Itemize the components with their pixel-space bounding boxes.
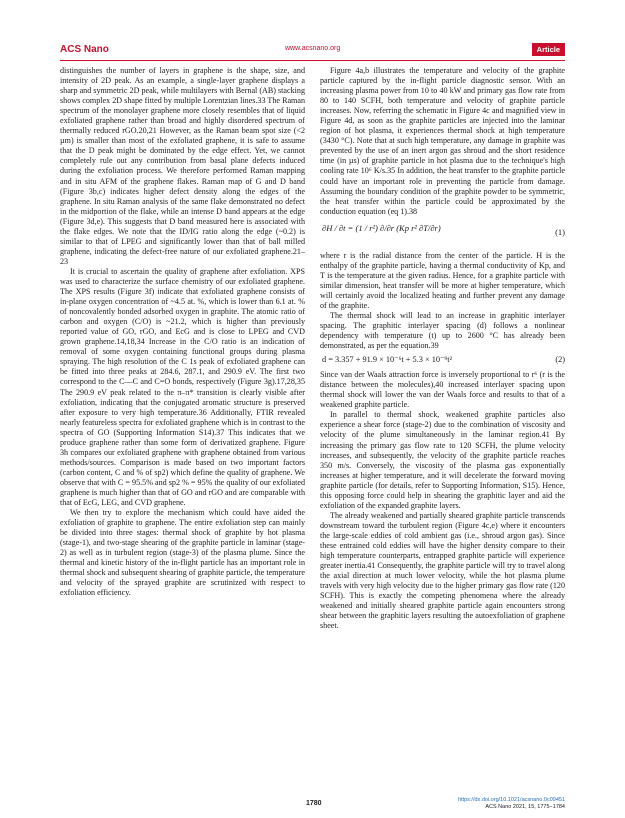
page-header: [60, 44, 565, 58]
paragraph: It is crucial to ascertain the quality of graphene after exfoliation. XPS was used to characterize the surface chemistry of our exfoliated graphene. The XPS results (Figure 3f) indicate that exfoliated graphene consists of in-plane oxygen concentration of ~4.5 at. %, which is lower than 6.1 at. % of noncovalently bonded adsorbed oxygen in graphite. The atomic ratio of carbon and oxygen (C/O) is ~21.2, which is higher than previously reported value of GO, rGO, and EcG and is close to LPEG and CVD grown graphene.14,18,34 Increase in the C/O ratio is an indication of removal of some oxygen containing functional groups during plasma spraying. The high resolution of the C 1s peak of exfoliated graphene can be fitted into three peaks at 284.6, 287.1, and 290.9 eV. The first two correspond to the C—C and C=O bonds, respectively (Figure 3g).17,28,35 The 290.9 eV peak related to the π–π* transition is clearly visible after exfoliation, indicating that the conjugated aromatic structure is preserved after exposure to very high temperature.36 Additionally, FTIR revealed nearly featureless spectra for exfoliated graphene which is in contrast to the spectra of GO (Supporting Information S14).37 This indicates that we produce graphene rather than some form of derivatized graphene. Figure 3h compares our exfoliated graphene with graphene obtained from various methods/sources. Comparison is made based on two important factors (carbon content, C and % of sp2) which define the quality of graphene. We observe that with C = 95.5% and sp2 % = 95% the quality of our exfoliated graphene is much higher than that of GO and rGO and are comparable with that of EcG, LEG, and CVD graphene.: [60, 266, 305, 508]
footer-citation: [458, 797, 565, 811]
paragraph: distinguishes the number of layers in graphene is the shape, size, and intensity of 2D peak. As an example, a single-layer graphene displays a sharp and symmetric 2D peak, while multilayers with Bernal (AB) stacking shows complex 2D shape fitted by multiple Lorentzian lines.33 The Raman spectrum of the monolayer graphene more closely resembles that of liquid exfoliated graphene rather than broad and highly disordered spectrum of thermally reduced rGO.20,21 However, as the Raman beam spot size (<2 µm) is smaller than most of the exfoliated graphene, it is safe to assume that the D peak might be dominated by the edge effect. Yet, we cannot completely rule out any contribution from basal plane defects induced during the exfoliation process. We therefore performed Raman mapping and in situ AFM of the graphene flakes. Raman map of G and D band (Figure 3b,c) indicates higher defect density along the edges of the graphene. In situ Raman analysis of the same flake demonstrated no defect in the midportion of the flake, while an intense D band appears at the edge (Figure 3d,e). This suggests that D band measured here is associated with the flake edges. We note that the ID/IG ratio along the edge (~0.2) is similar to that of LPEG and significantly lower than that of ball milled graphene, indicating the defect-free nature of our exfoliated graphene.21–23: [60, 66, 305, 266]
paragraph: where r is the radial distance from the center of the particle. H is the enthalpy of the graphite particle, having a thermal conductivity of Kp, and T is the temperature at the given radius. Hence, for a graphite particle with similar dimension, heat transfer will be more at higher temperature, which will certainly avoid the localized heating and further prevent any damage of the graphite.: [320, 250, 565, 310]
paragraph: The already weakened and partially sheared graphite particle transcends downstream toward the turbulent region (Figure 4c,e) where it encounters the large-scale eddies of cold ambient gas (i.e., shroud argon gas). Since these entrained cold eddies will have the higher density compare to their high temperature counterparts, entrapped graphite particle will experience greater inertia.41 Consequently, the graphite particle will try to travel along the axial direction at much lower velocity, while the hot plasma plume travels with very high velocity due to the higher primary gas flow rate (120 SCFH). This is exactly the competing phenomena where the already weakened and initially sheared graphite particle again encounters strong shear between the graphitic layers resulting the autoexfoliation of graphene sheet.: [320, 510, 565, 631]
equation-2-expression: d = 3.357 + 91.9 × 10⁻⁶t + 5.3 × 10⁻⁹t²: [322, 355, 453, 365]
journal-site[interactable]: www.acsnano.org: [285, 45, 341, 52]
citation-text: ACS Nano 2021, 15, 1775−1784: [485, 804, 565, 810]
article-badge: Article: [532, 43, 565, 56]
doi-link[interactable]: https://dx.doi.org/10.1021/acsnano.0c09451: [457, 797, 565, 803]
paragraph: The thermal shock will lead to an increase in graphitic interlayer spacing. The graphitic interlayer spacing (d) follows a nonlinear dependency with temperature (t) up to 2600 °C has already been demonstrated, as per the equation.39: [320, 310, 565, 351]
equation-1: [320, 219, 565, 249]
equation-2: [320, 353, 565, 367]
paragraph: In parallel to thermal shock, weakened graphite particles also experience a shear force (stage-2) due to the combination of viscosity and velocity of the plume simultaneously in the laminar region.41 By increasing the primary gas flow rate to 120 SCFH, the plume velocity increases, and subsequently, the velocity of the graphite particle reaches 350 m/s. Conversely, the viscosity of the plasma gas exponentially increases at higher temperature, and it will decelerate the forward moving graphite particle (for details, refer to Supporting Information, S15). Hence, this opposing force could help in shearing the graphitic layer and aid the exfoliation of the expanded graphite layers.: [320, 410, 565, 510]
journal-name[interactable]: ACS Nano: [60, 44, 109, 55]
right-column: [320, 66, 565, 631]
paragraph: We then try to explore the mechanism which could have aided the exfoliation of graphite to graphene. The entire exfoliation step can mainly be divided into three stages: thermal shock of graphite by hot plasma (stage-1), and two-stage shearing of the graphite particle in laminar (stage-2) as well as in turbulent region (stage-3) of the plasma plume. Since the thermal and kinetic history of the in-flight particle has an important role in thermal shock and subsequent shearing of graphite particle, the temperature and velocity of the sprayed graphite are scrutinized with respect to exfoliation efficiency.: [60, 508, 305, 598]
paragraph: Since van der Waals attraction force is inversely proportional to r⁶ (r is the distance between the molecules),40 increased interlayer spacing upon thermal shock will lower the van der Waals force and results to that of a weakened graphite particle.: [320, 370, 565, 410]
page-number: 1780: [306, 800, 322, 807]
equation-1-number: (1): [555, 226, 565, 237]
equation-2-number: (2): [555, 355, 565, 365]
header-rule: [60, 60, 565, 61]
left-column: [60, 66, 305, 598]
equation-1-expression: ∂H / ∂t = (1 / r²) ∂/∂r (Kp r² ∂T/∂r): [322, 222, 441, 233]
paragraph: Figure 4a,b illustrates the temperature and velocity of the graphite particle captured by the in-flight particle diagnostic sensor. With an increasing plasma power from 10 to 40 kW and primary gas flow rate from 80 to 140 SCFH, both temperature and velocity of graphite particle increases. Now, referring the schematic in Figure 4c and magnified view in Figure 4d, as soon as the graphite particles are injected into the laminar region of hot plasma, it experiences thermal shock at high temperature (3430 °C). Note that at such high temperature, any damage in graphite was prevented by the use of an inert argon gas shroud and the short residence time (in µs) of graphite particle in hot plasma due to the technique's high cooling rate 10⁶ K/s.35 In addition, the heat transfer to the graphite particle could have an important role in preventing the particle from damage. Assuming the boundary condition of the graphite powder to be symmetric, the heat transfer within the particle could be approximated by the conduction equation (eq 1).38: [320, 66, 565, 216]
